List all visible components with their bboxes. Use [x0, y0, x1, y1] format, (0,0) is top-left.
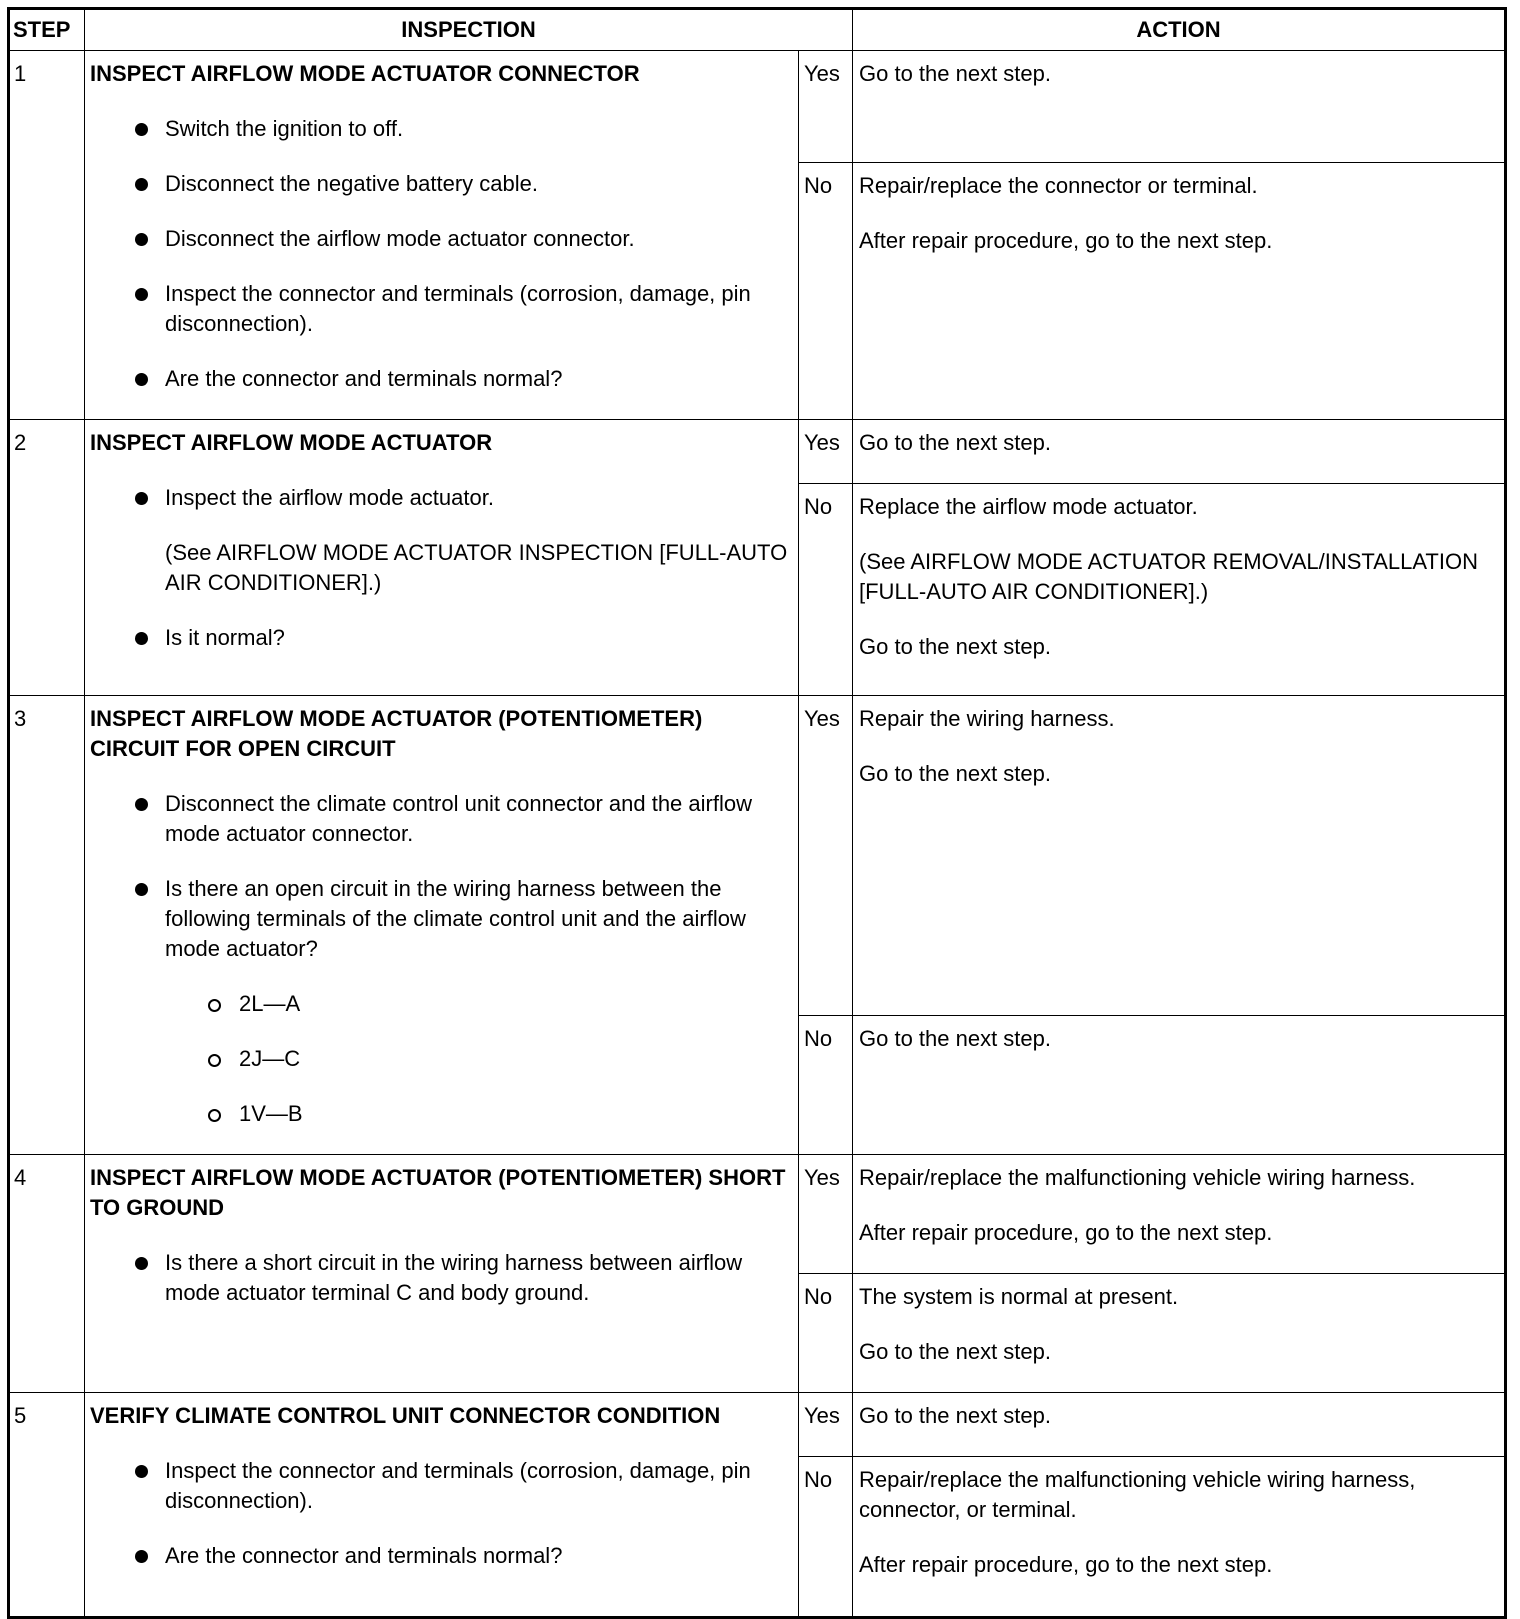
inspection-bullet-item: Inspect the airflow mode actuator. [90, 483, 794, 513]
step-row-5 [9, 1393, 1506, 1457]
inspection-bullet-item: Disconnect the airflow mode actuator connector. [90, 224, 794, 254]
step-row-3 [9, 696, 1506, 1016]
inspection-bullet-item: Inspect the connector and terminals (corrosion, damage, pin disconnection). [90, 1456, 794, 1516]
inspection-bullet-item: Disconnect the climate control unit connector and the airflow mode actuator connector. [90, 789, 794, 849]
inspection-bullet-item: Is it normal? [90, 623, 794, 653]
no-action-text: Repair/replace the connector or terminal. [859, 173, 1258, 199]
step-row-1 [9, 51, 1506, 163]
step-number: 5 [9, 1393, 85, 1618]
step-row-2 [9, 420, 1506, 484]
yes-label: Yes [799, 1393, 853, 1457]
yes-action-cell [853, 51, 1506, 163]
yes-action-text: After repair procedure, go to the next step. [859, 1220, 1273, 1245]
yes-action-text: Repair the wiring harness. [859, 706, 1115, 731]
yes-label: Yes [799, 420, 853, 484]
yes-action-text: Repair/replace the malfunctioning vehicle wiring harness. [859, 1165, 1416, 1190]
inspection-cell [85, 1155, 799, 1393]
yes-action-text: Go to the next step. [859, 430, 1052, 455]
inspection-title: INSPECT AIRFLOW MODE ACTUATOR (POTENTIOMETER) SHORT TO GROUND [90, 1165, 786, 1220]
no-label: No [799, 484, 853, 696]
step-row-4 [9, 1155, 1506, 1274]
yes-action-cell [853, 1393, 1506, 1457]
header-step: STEP [9, 9, 85, 51]
inspection-circle-item: 2L—A [90, 989, 794, 1019]
no-label: No [799, 1015, 853, 1154]
no-action-cell [853, 1015, 1506, 1154]
inspection-bullet-item: Switch the ignition to off. [90, 114, 794, 144]
yes-action-text: Go to the next step. [859, 761, 1052, 786]
header-row [9, 9, 1506, 51]
inspection-cell [85, 1393, 799, 1618]
inspection-title: INSPECT AIRFLOW MODE ACTUATOR [90, 430, 493, 455]
header-action: ACTION [853, 9, 1506, 51]
no-action-cell [853, 484, 1506, 696]
yes-label: Yes [799, 51, 853, 163]
yes-action-cell [853, 420, 1506, 484]
inspection-note: (See AIRFLOW MODE ACTUATOR INSPECTION [FULL-AUTO AIR CONDITIONER].) [165, 540, 788, 595]
no-action-text: After repair procedure, go to the next step. [859, 228, 1273, 254]
no-action-text: Go to the next step. [859, 634, 1052, 659]
inspection-circle-item: 1V—B [90, 1099, 794, 1129]
inspection-bullet-item: Are the connector and terminals normal? [90, 364, 794, 394]
inspection-bullet-item: Inspect the connector and terminals (corrosion, damage, pin disconnection). [90, 279, 794, 339]
inspection-cell [85, 51, 799, 420]
no-action-cell [853, 1457, 1506, 1618]
yes-label: Yes [799, 1155, 853, 1274]
yes-label: Yes [799, 696, 853, 1016]
yes-action-text: Go to the next step. [859, 1403, 1052, 1428]
step-number: 4 [9, 1155, 85, 1393]
yes-action-text: Go to the next step. [859, 61, 1052, 86]
inspection-cell [85, 420, 799, 696]
no-action-text: The system is normal at present. [859, 1284, 1179, 1309]
no-label: No [799, 163, 853, 420]
no-action-text: Repair/replace the malfunctioning vehicle wiring harness, connector, or terminal. [859, 1467, 1416, 1522]
no-action-cell [853, 1274, 1506, 1393]
header-inspection: INSPECTION [85, 9, 853, 51]
inspection-bullet-item: Is there an open circuit in the wiring harness between the following terminals of the climate control unit and the airflow mode actuator? [90, 874, 794, 964]
inspection-bullet-item: Are the connector and terminals normal? [90, 1541, 794, 1571]
yes-action-cell [853, 696, 1506, 1016]
no-label: No [799, 1457, 853, 1618]
inspection-circle-item: 2J—C [90, 1044, 794, 1074]
no-label: No [799, 1274, 853, 1393]
inspection-bullet-item: Disconnect the negative battery cable. [90, 169, 794, 199]
inspection-cell [85, 696, 799, 1155]
no-action-text: Go to the next step. [859, 1339, 1052, 1364]
inspection-bullet-item: Is there a short circuit in the wiring harness between airflow mode actuator terminal C and body ground. [90, 1248, 794, 1308]
step-number: 3 [9, 696, 85, 1155]
inspection-title: INSPECT AIRFLOW MODE ACTUATOR CONNECTOR [90, 61, 640, 86]
no-action-text: After repair procedure, go to the next step. [859, 1552, 1273, 1577]
no-action-text: Go to the next step. [859, 1025, 1052, 1051]
diagnostic-procedure-table [7, 7, 1507, 1619]
no-action-cell [853, 163, 1506, 420]
step-number: 1 [9, 51, 85, 420]
step-number: 2 [9, 420, 85, 696]
no-action-text: Replace the airflow mode actuator. [859, 494, 1198, 519]
no-action-text: (See AIRFLOW MODE ACTUATOR REMOVAL/INSTALLATION [FULL-AUTO AIR CONDITIONER].) [859, 549, 1478, 604]
yes-action-cell [853, 1155, 1506, 1274]
inspection-title: INSPECT AIRFLOW MODE ACTUATOR (POTENTIOMETER) CIRCUIT FOR OPEN CIRCUIT [90, 706, 703, 761]
inspection-title: VERIFY CLIMATE CONTROL UNIT CONNECTOR CONDITION [90, 1403, 721, 1428]
